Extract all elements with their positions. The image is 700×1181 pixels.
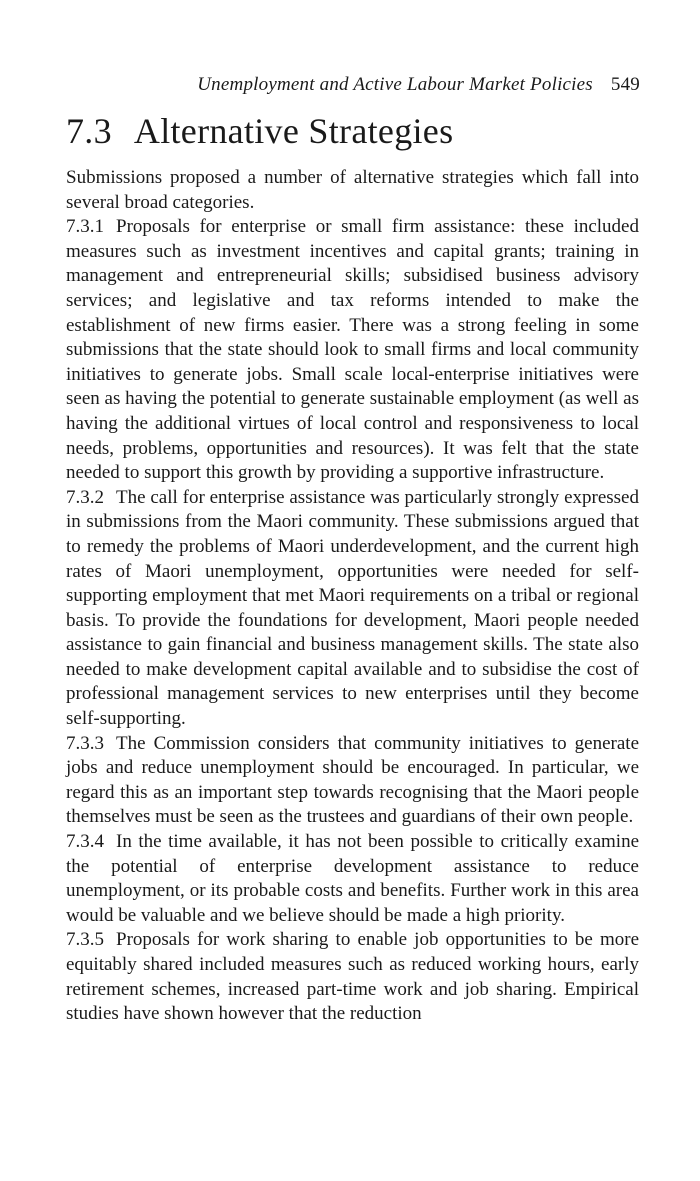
paragraph-text: Proposals for enterprise or small firm assistance: these included measures such as investment incentives and capital grants; training in management and entrepreneurial skills; subsidised business advisory services; and legislative and tax reforms intended to make the establishment of new firms easier. There was a strong feeling in some submissions that the state should look to small firms and local community initiatives to generate jobs. Small scale local-enterprise initiatives were seen as having the potential to generate sustainable employment (as well as having the additional virtues of local control and responsiveness to local needs, problems, opportunities and resources). It was felt that the state needed to support this growth by providing a supportive infrastructure.: [66, 216, 639, 484]
paragraph-text: In the time available, it has not been possible to critically examine the potential of enterprise development assistance to reduce unemployment, or its probable costs and benefits. Further work in this area would be valuable and we believe should be made a high priority.: [66, 831, 639, 926]
page-number: 549: [610, 74, 640, 95]
paragraph-7-3-2: [66, 486, 639, 732]
paragraph-7-3-1: [66, 215, 639, 486]
paragraph-text: The Commission considers that community initiatives to generate jobs and reduce unemployment should be encouraged. In particular, we regard this as an important step towards recognising that the Maori people themselves must be seen as the trustees and guardians of their own people.: [66, 732, 639, 828]
section-title: Alternative Strategies: [133, 111, 454, 151]
paragraph-7-3-4: [66, 830, 639, 928]
running-head: [197, 74, 640, 96]
running-head-title: Unemployment and Active Labour Market Policies: [197, 74, 593, 95]
paragraph-7-3-3: [66, 732, 639, 830]
paragraph-number: 7.3.1: [66, 216, 104, 238]
paragraph-number: 7.3.4: [66, 831, 104, 853]
paragraph-number: 7.3.3: [66, 732, 104, 754]
paragraph-number: 7.3.2: [66, 486, 104, 508]
paragraph-text: The call for enterprise assistance was particularly strongly expressed in submissions from the Maori community. These submissions argued that to remedy the problems of Maori underdevelopment, and the current high rates of Maori unemployment, opportunities were needed for self-supporting employment that met Maori requirements on a tribal or regional basis. To provide the foundations for development, Maori people needed assistance to gain financial and business management skills. The state also needed to make development capital available and to subsidise the cost of professional management services to new enterprises until they become self-supporting.: [66, 486, 639, 730]
paragraph-number: 7.3.5: [66, 929, 104, 951]
body-text: [66, 166, 639, 1027]
section-heading: [66, 110, 453, 152]
intro-paragraph: Submissions proposed a number of alternative strategies which fall into several broad categories.: [66, 167, 639, 213]
paragraph-text: Proposals for work sharing to enable job opportunities to be more equitably shared included measures such as reduced working hours, early retirement schemes, increased part-time work and job sharing. Empirical studies have shown however that the reduction: [66, 929, 639, 1025]
section-number: 7.3: [66, 111, 112, 151]
paragraph-7-3-5: [66, 928, 639, 1026]
